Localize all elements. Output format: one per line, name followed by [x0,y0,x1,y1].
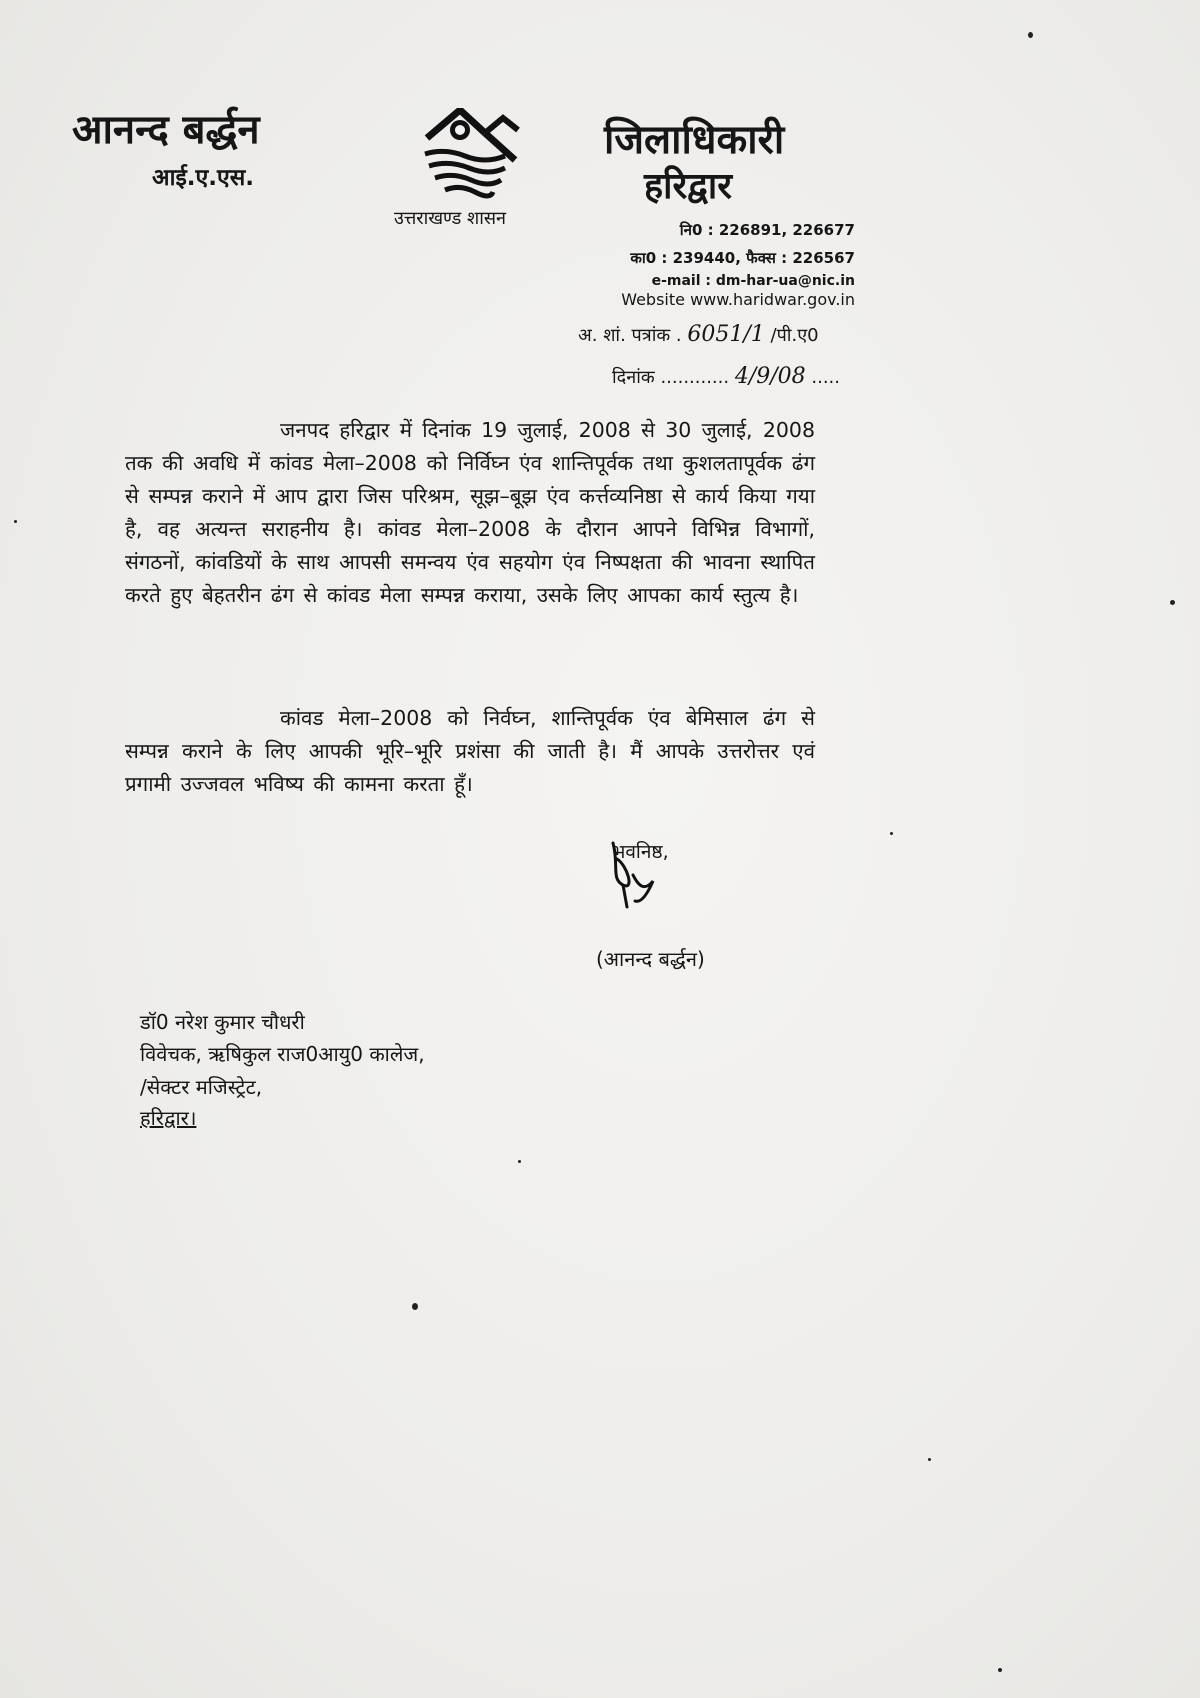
email-address: e-mail : dm-har-ua@nic.in [651,273,855,289]
paper-speck [928,1458,931,1461]
reference-suffix: /पी.ए0 [770,325,819,346]
recipient-name: डॉ0 नरेश कुमार चौधरी [140,1010,305,1034]
paper-speck [1028,32,1033,38]
paper-speck [14,520,17,523]
sender-designation: आई.ए.एस. [152,165,254,191]
recipient-designation: विवेचक, ऋषिकुल राज0आयु0 कालेज, [140,1042,425,1066]
sender-name: आनन्द बर्द्धन [72,106,260,153]
paper-speck [412,1303,418,1310]
office-title: जिलाधिकारी [604,116,785,163]
reference-label: अ. शां. पत्रांक [578,325,671,346]
paper-speck [998,1668,1002,1672]
office-place: हरिद्वार [644,165,732,207]
date-label: दिनांक [612,367,655,388]
reference-handwritten-number: 6051/1 [687,322,765,347]
govt-caption: उत्तराखण्ड शासन [394,208,507,229]
website: Website www.haridwar.gov.in [621,290,855,309]
paper-speck [1170,600,1175,605]
recipient-city: हरिद्वार। [140,1106,197,1130]
date-handwritten-value: 4/9/08 [734,364,806,389]
uttarakhand-emblem-icon [415,108,525,208]
closing-salutation: भवनिष्ठ, [612,841,669,863]
handwritten-signature [605,835,695,915]
body-paragraph-1: जनपद हरिद्वार में दिनांक 19 जुलाई, 2008 से 30 जुलाई, 2008 तक की अवधि में कांवड मेला–2008 को निर्विघ्न एंव शान्तिपूर्वक तथा कुशलतापूर्वक ढंग से सम्पन्न कराने में आप द्वारा जिस परिश्रम, सूझ–बूझ एंव कर्त्तव्यनिष्ठा से कार्य किया गया है, वह अत्यन्त सराहनीय है। कांवड मेला–2008 के दौरान आपने विभिन्न विभागों, संगठनों, कांवडियों के साथ आपसी समन्वय एंव सहयोग एंव निष्पक्षता की भावना स्थापित करते हुए बेहतरीन ढंग से कांवड मेला सम्पन्न कराया, उसके लिए आपका कार्य स्तुत्य है। [125,418,815,607]
recipient-role: /सेक्टर मजिस्ट्रेट, [140,1075,263,1099]
letter-date: दिनांक ............ 4/9/08 ..... [612,364,840,389]
reference-number: अ. शां. पत्रांक . 6051/1 /पी.ए0 [578,322,819,347]
paper-speck [890,832,893,835]
body-paragraph-2: कांवड मेला–2008 को निर्वघ्न, शान्तिपूर्वक एंव बेमिसाल ढंग से सम्पन्न कराने के लिए आपकी भूरि–भूरि प्रशंसा की जाती है। मैं आपके उत्तरोत्तर एवं प्रगामी उज्जवल भविष्य की कामना करता हूँ। [125,706,815,796]
phone-residence: नि0 : 226891, 226677 [679,221,855,239]
paper-speck [518,1160,521,1163]
signatory-name: (आनन्द बर्द्धन) [596,947,705,971]
phone-office: का0 : 239440, फैक्स : 226567 [630,249,855,267]
